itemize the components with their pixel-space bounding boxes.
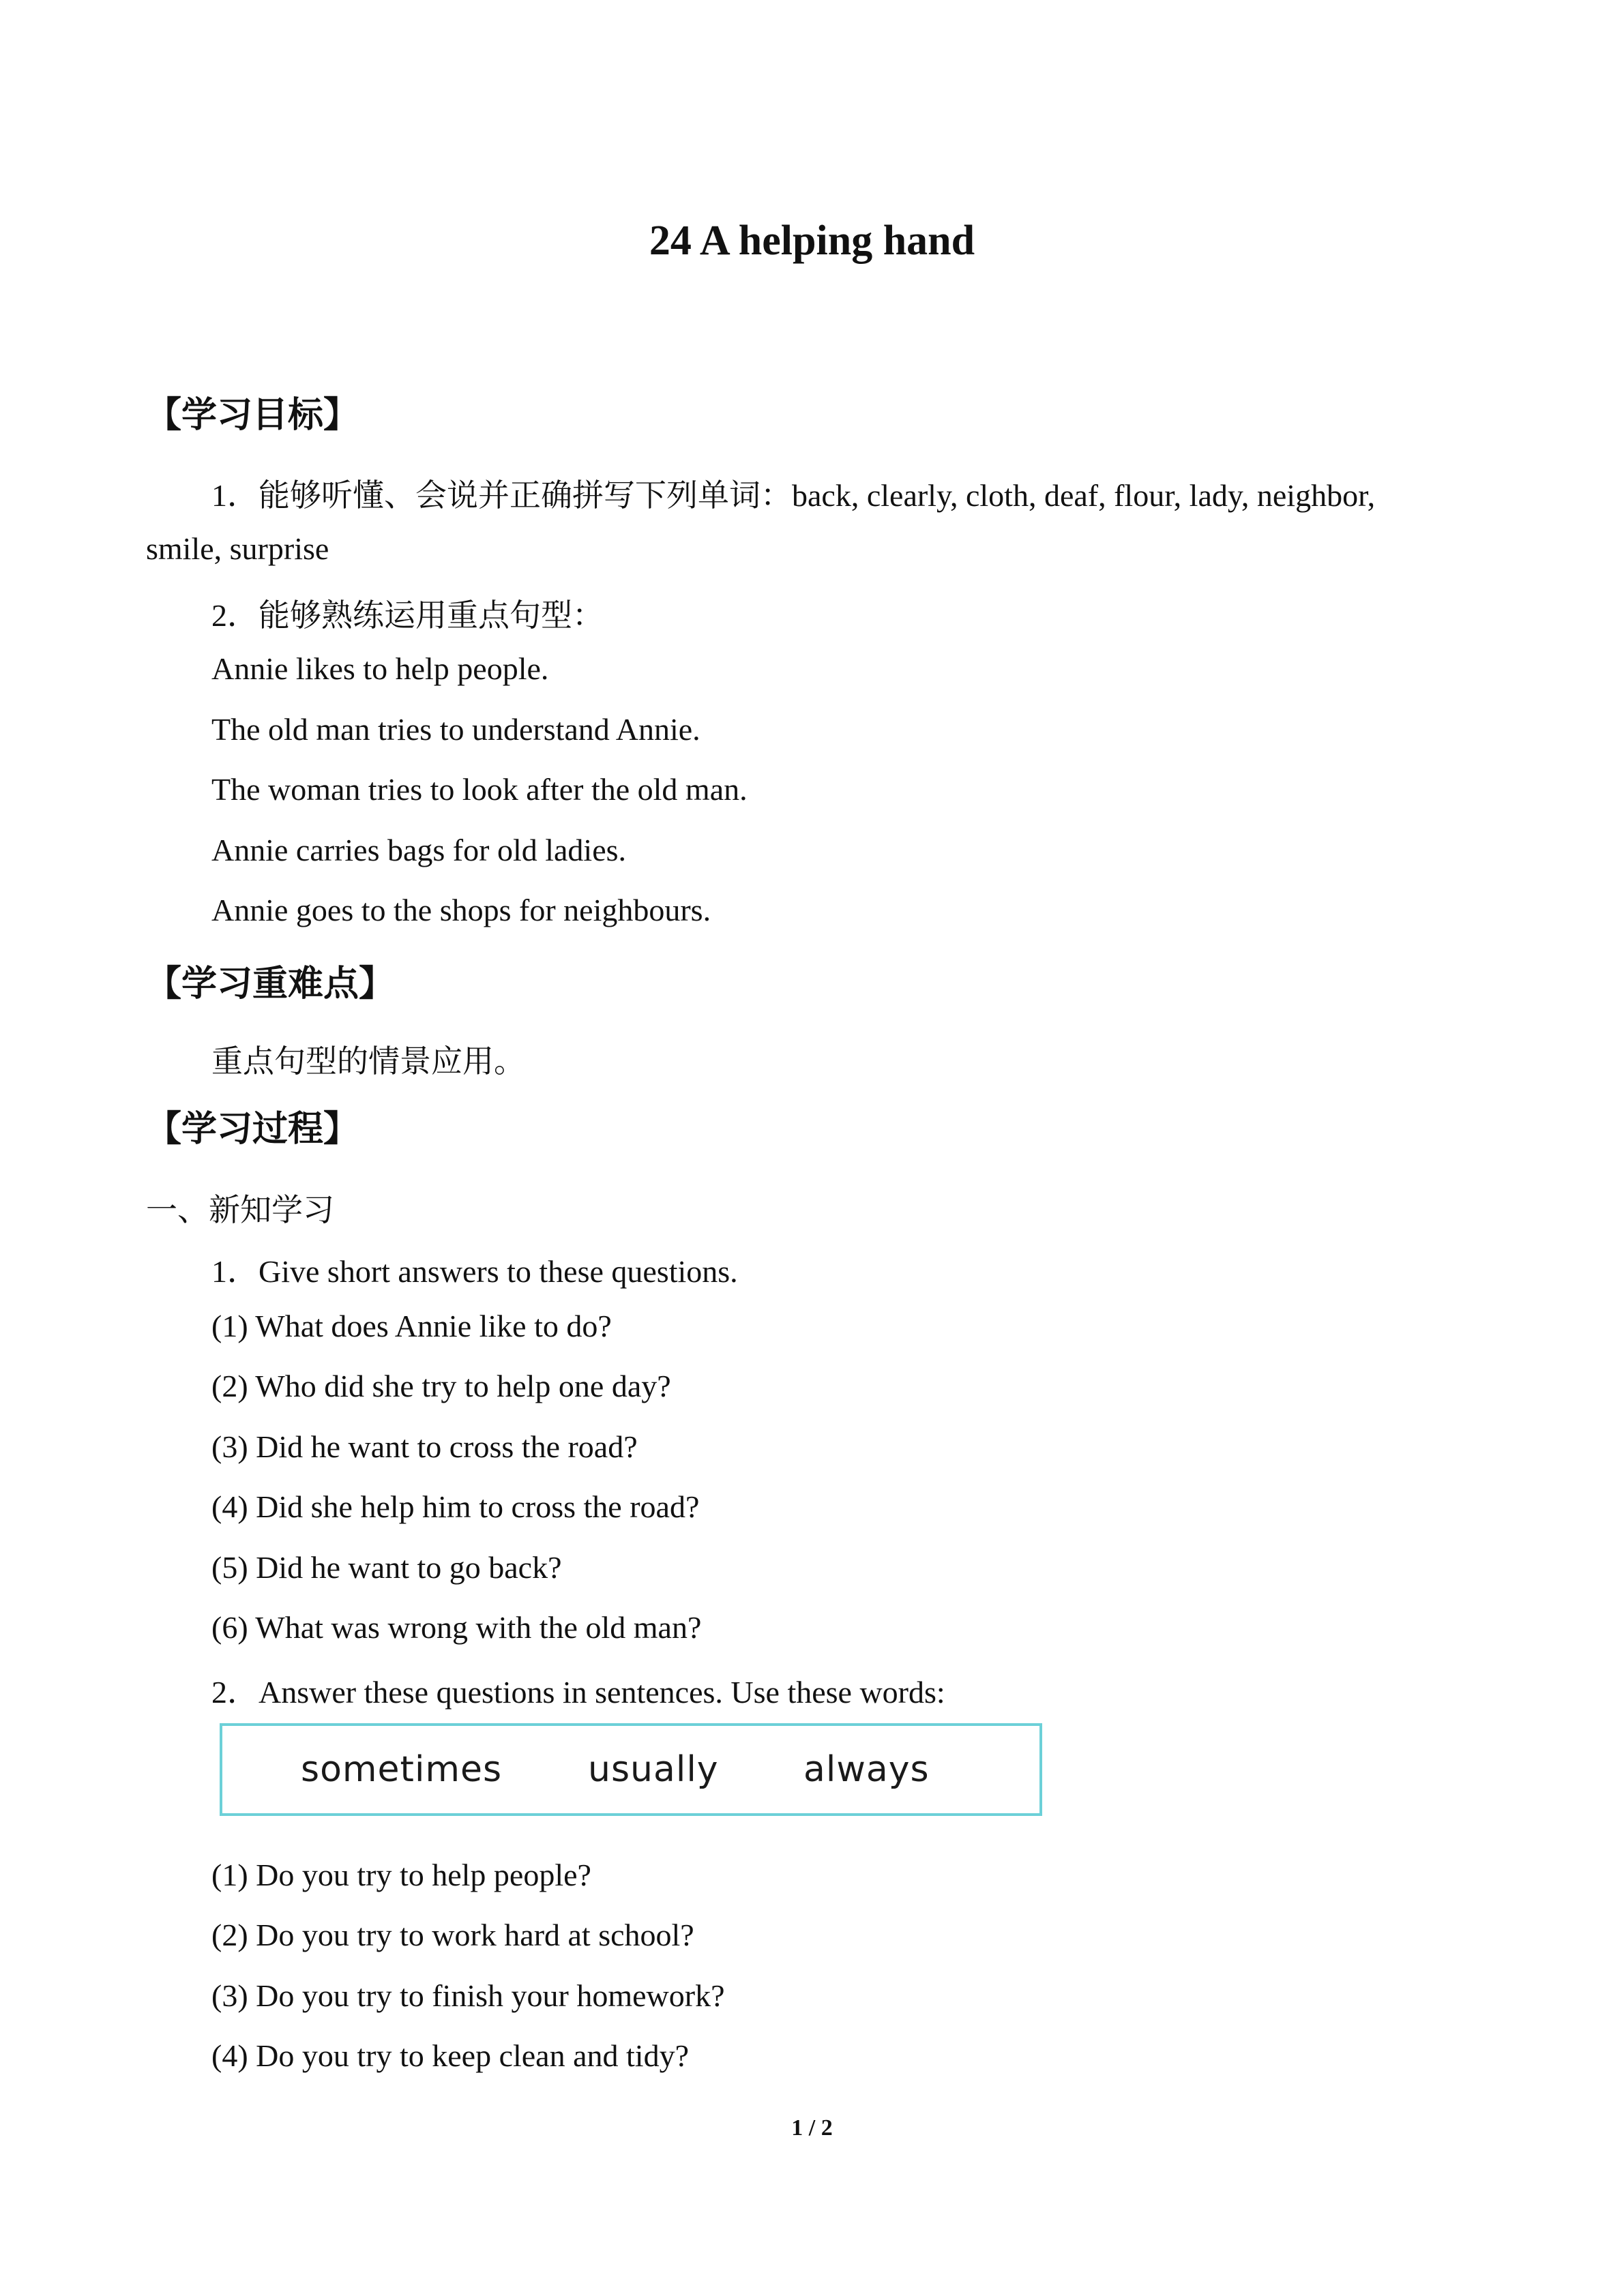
process-part1: 一、新知学习 (146, 1193, 334, 1227)
task1-question: (4) Did she help him to cross the road? (211, 1489, 700, 1524)
word-bank-word: always (803, 1749, 930, 1790)
goals-item1-line1: 1．能够听懂、会说并正确拼写下列单词：back, clearly, cloth, deaf, flour, lady, neighbor, (211, 478, 1376, 513)
goal-sentence: The woman tries to look after the old man. (211, 772, 748, 807)
goal-sentence: Annie goes to the shops for neighbours. (211, 893, 711, 927)
task2-question: (3) Do you try to finish your homework? (211, 1978, 725, 2013)
process-heading: 【学习过程】 (146, 1109, 359, 1150)
task2-instruction: 2．Answer these questions in sentences. Use these words: (211, 1675, 945, 1710)
word-bank-box (220, 1723, 1042, 1816)
task1-question: (5) Did he want to go back? (211, 1550, 562, 1585)
task2-question: (4) Do you try to keep clean and tidy? (211, 2038, 689, 2073)
key-points-heading: 【学习重难点】 (146, 964, 395, 1004)
task1-question: (6) What was wrong with the old man? (211, 1610, 702, 1645)
key-points-text: 重点句型的情景应用。 (211, 1044, 525, 1079)
goal-sentence: The old man tries to understand Annie. (211, 712, 700, 747)
task1-question: (2) Who did she try to help one day? (211, 1369, 671, 1403)
goals-heading: 【学习目标】 (146, 395, 359, 436)
page-number: 1 / 2 (791, 2115, 833, 2141)
goal-sentence: Annie likes to help people. (211, 651, 549, 686)
goal-sentence: Annie carries bags for old ladies. (211, 833, 627, 867)
page-title: 24 A helping hand (649, 218, 975, 264)
task2-question: (2) Do you try to work hard at school? (211, 1918, 694, 1952)
task1-question: (3) Did he want to cross the road? (211, 1429, 638, 1464)
word-bank-word: usually (588, 1749, 719, 1790)
task1-question: (1) What does Annie like to do? (211, 1309, 612, 1343)
goals-item2: 2．能够熟练运用重点句型： (211, 598, 604, 633)
task2-question: (1) Do you try to help people? (211, 1858, 591, 1892)
task1-instruction: 1．Give short answers to these questions. (211, 1254, 738, 1289)
word-bank-word: sometimes (301, 1749, 503, 1790)
goals-item1-line2: smile, surprise (146, 531, 329, 566)
